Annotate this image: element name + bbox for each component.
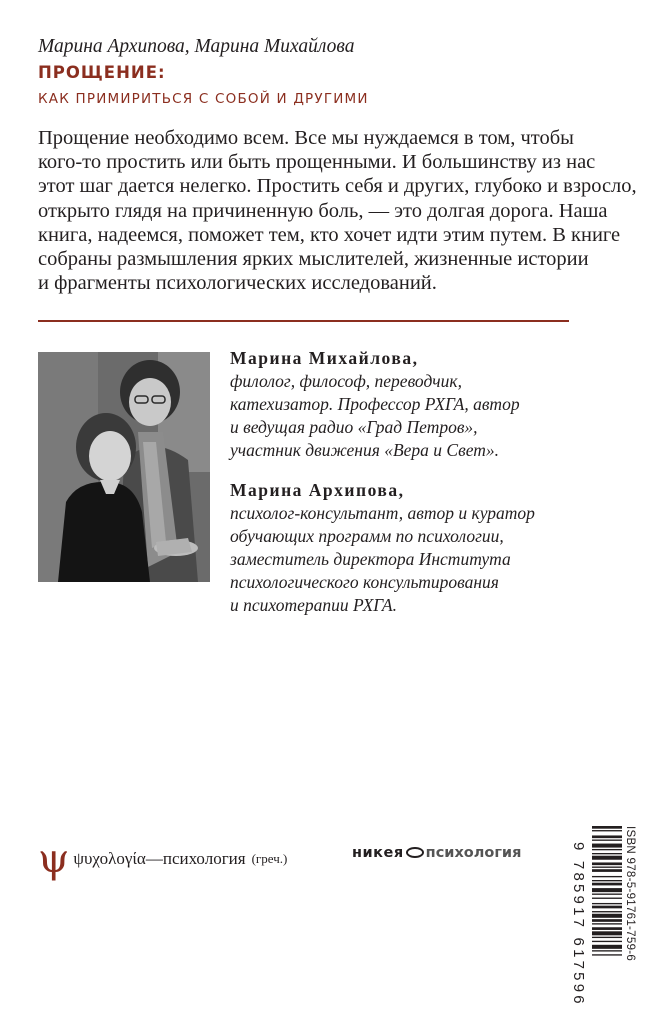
barcode-bar <box>592 844 622 848</box>
barcode-digits: 9 785917 617596 <box>570 842 587 1007</box>
bio-line: обучающих программ по психологии, <box>230 526 504 546</box>
barcode-bar <box>592 894 622 895</box>
series-name: психология <box>425 845 522 861</box>
barcode-bar <box>592 830 622 831</box>
psychology-series-logo <box>38 836 288 882</box>
barcode-bar <box>592 919 622 922</box>
authors-line: Марина Архипова, Марина Михайлова <box>38 36 355 57</box>
publisher-name: никея <box>352 845 404 861</box>
barcode-bar <box>592 826 622 829</box>
bio-line: психологического консультирования <box>230 572 499 592</box>
barcode-bar <box>592 856 622 860</box>
blurb-line: открыто глядя на причиненную боль, — это долгая дорога. Наша <box>38 199 608 222</box>
book-subtitle: КАК ПРИМИРИТЬСЯ С СОБОЙ И ДРУГИМИ <box>38 91 369 107</box>
blurb-paragraph <box>38 126 637 295</box>
blurb-line: кого-то простить или быть прощенными. И большинству из нас <box>38 151 596 174</box>
barcode-bar <box>592 914 622 918</box>
blurb-line: собраны размышления ярких мыслителей, жизненные истории <box>38 248 589 271</box>
barcode-bar <box>592 840 622 841</box>
barcode-bar <box>592 883 622 886</box>
bio-line: катехизатор. Профессор РХГА, автор <box>230 394 520 414</box>
barcode-bar <box>592 849 622 850</box>
bio-line: участник движения «Вера и Свет». <box>230 440 499 460</box>
bio-name: Марина Архипова, <box>230 480 405 500</box>
book-title: ПРОЩЕНИЕ: <box>38 63 166 82</box>
bio-name: Марина Михайлова, <box>230 348 419 368</box>
divider-rule <box>38 320 569 322</box>
bio-line: и ведущая радио «Град Петров», <box>230 417 478 437</box>
barcode-bar <box>592 923 622 924</box>
barcode-bar <box>592 869 622 872</box>
bio-mikhailova <box>230 347 520 462</box>
bio-line: психолог-консультант, автор и куратор <box>230 503 535 523</box>
barcode-bar <box>592 898 622 899</box>
barcode-bar <box>592 876 622 877</box>
authors-photo-illustration <box>38 352 210 582</box>
barcode-bar <box>592 931 622 935</box>
blurb-line: книга, надеемся, поможет тем, кто хочет идти этим путем. В книге <box>38 223 621 246</box>
barcode-bar <box>592 927 622 930</box>
isbn-number: ISBN 978-5-91761-759-6 <box>624 826 636 962</box>
blurb-line: этот шаг дается нелегко. Простить себя и других, глубоко и взросло, <box>38 175 637 198</box>
barcode-bar <box>592 941 622 942</box>
barcode-bar <box>592 903 622 904</box>
bio-line: филолог, философ, переводчик, <box>230 371 462 391</box>
publisher-logo <box>352 845 521 861</box>
barcode-bar <box>592 888 622 892</box>
barcode-bar <box>592 835 622 838</box>
barcode-bar <box>592 853 622 854</box>
bio-line: и психотерапии РХГА. <box>230 595 397 615</box>
bio-line: заместитель директора Института <box>230 549 511 569</box>
barcode-bar <box>592 862 622 865</box>
barcode-bar <box>592 954 622 955</box>
blurb-line: и фрагменты психологических исследований. <box>38 272 437 295</box>
barcode-bar <box>592 950 622 951</box>
barcode-bar <box>592 911 622 912</box>
blurb-line: Прощение необходимо всем. Все мы нуждаемся в том, чтобы <box>38 127 574 149</box>
bio-arkhipova <box>230 479 535 617</box>
psi-word: ψυχολογία—психология <box>73 849 246 868</box>
barcode-bar <box>592 880 622 881</box>
barcode-bar <box>592 906 622 909</box>
authors-photo <box>38 352 210 582</box>
publisher-mark-icon <box>406 847 424 858</box>
barcode-bar <box>592 945 622 949</box>
psi-note: (греч.) <box>251 851 288 866</box>
psi-icon: ψ <box>38 836 70 882</box>
barcode-bar <box>592 937 622 938</box>
barcode-bar <box>592 867 622 868</box>
